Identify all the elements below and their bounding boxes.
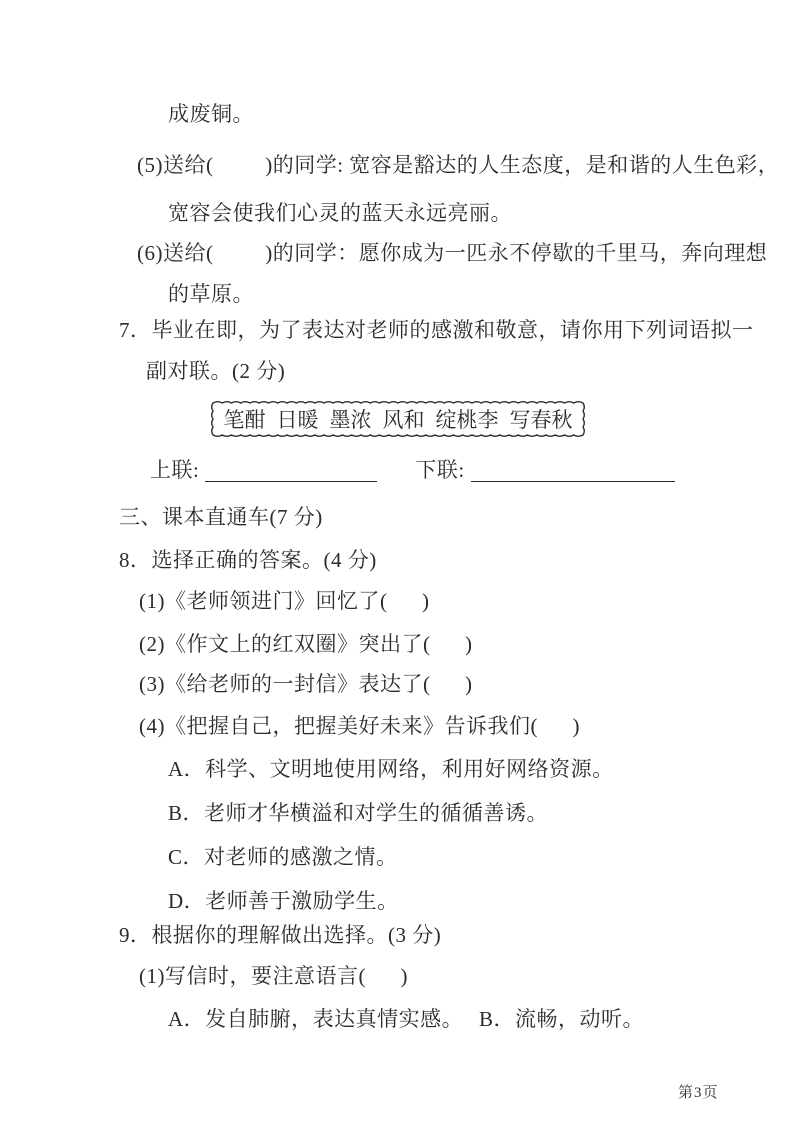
upper-couplet-blank: [205, 458, 377, 482]
q6-tail-line: 成废铜。: [168, 102, 254, 126]
q8-option-d: D．老师善于激励学生。: [168, 889, 399, 913]
section3-heading: 三、课本直通车(7 分): [119, 505, 323, 529]
couplet-word-list: [210, 400, 586, 438]
lower-couplet-label: 下联:: [415, 458, 465, 482]
couplet-word: 日暖: [276, 408, 319, 432]
q6-item5-line1: (5)送给( )的同学: 宽容是豁达的人生态度，是和谐的人生色彩，: [137, 153, 780, 177]
q7-stem-line1: 7．毕业在即，为了表达对老师的感激和敬意，请你用下列词语拟一: [119, 318, 754, 342]
q8-item-3: (3)《给老师的一封信》表达了( ): [139, 672, 473, 696]
q6-item5-line2: 宽容会使我们心灵的蓝天永远亮丽。: [168, 201, 512, 225]
q8-item-2: (2)《作文上的红双圈》突出了( ): [139, 632, 473, 656]
couplet-word: 写春秋: [509, 408, 573, 432]
q9-item-1: (1)写信时，要注意语言( ): [139, 964, 408, 988]
upper-couplet-label: 上联:: [150, 458, 200, 482]
q9-stem: 9．根据你的理解做出选择。(3 分): [119, 923, 442, 947]
q8-item-4: (4)《把握自己，把握美好未来》告诉我们( ): [139, 714, 580, 738]
couplet-word: 绽桃李: [435, 408, 499, 432]
couplet-word: 风和: [382, 408, 425, 432]
couplet-word: 笔酣: [223, 408, 266, 432]
q6-item6-line2: 的草原。: [168, 282, 254, 306]
q9-option-b: B．流畅，动听。: [479, 1007, 645, 1031]
lower-couplet-blank: [471, 458, 675, 482]
couplet-answer-line: [150, 456, 675, 484]
page-number: 第3页: [678, 1085, 719, 1101]
q8-stem: 8．选择正确的答案。(4 分): [119, 548, 377, 572]
couplet-word-box: [210, 400, 586, 438]
q7-stem-line2: 副对联。(2 分): [146, 359, 286, 383]
couplet-word: 墨浓: [329, 408, 372, 432]
q8-item-1: (1)《老师领进门》回忆了( ): [139, 589, 430, 613]
q6-item6-line1: (6)送给( )的同学：愿你成为一匹永不停歇的千里马，奔向理想: [137, 241, 768, 265]
q9-option-a: A．发自肺腑，表达真情实感。: [168, 1007, 464, 1031]
q8-option-c: C．对老师的感激之情。: [168, 845, 398, 869]
q8-option-a: A．科学、文明地使用网络，利用好网络资源。: [168, 757, 614, 781]
q8-option-b: B．老师才华横溢和对学生的循循善诱。: [168, 801, 549, 825]
